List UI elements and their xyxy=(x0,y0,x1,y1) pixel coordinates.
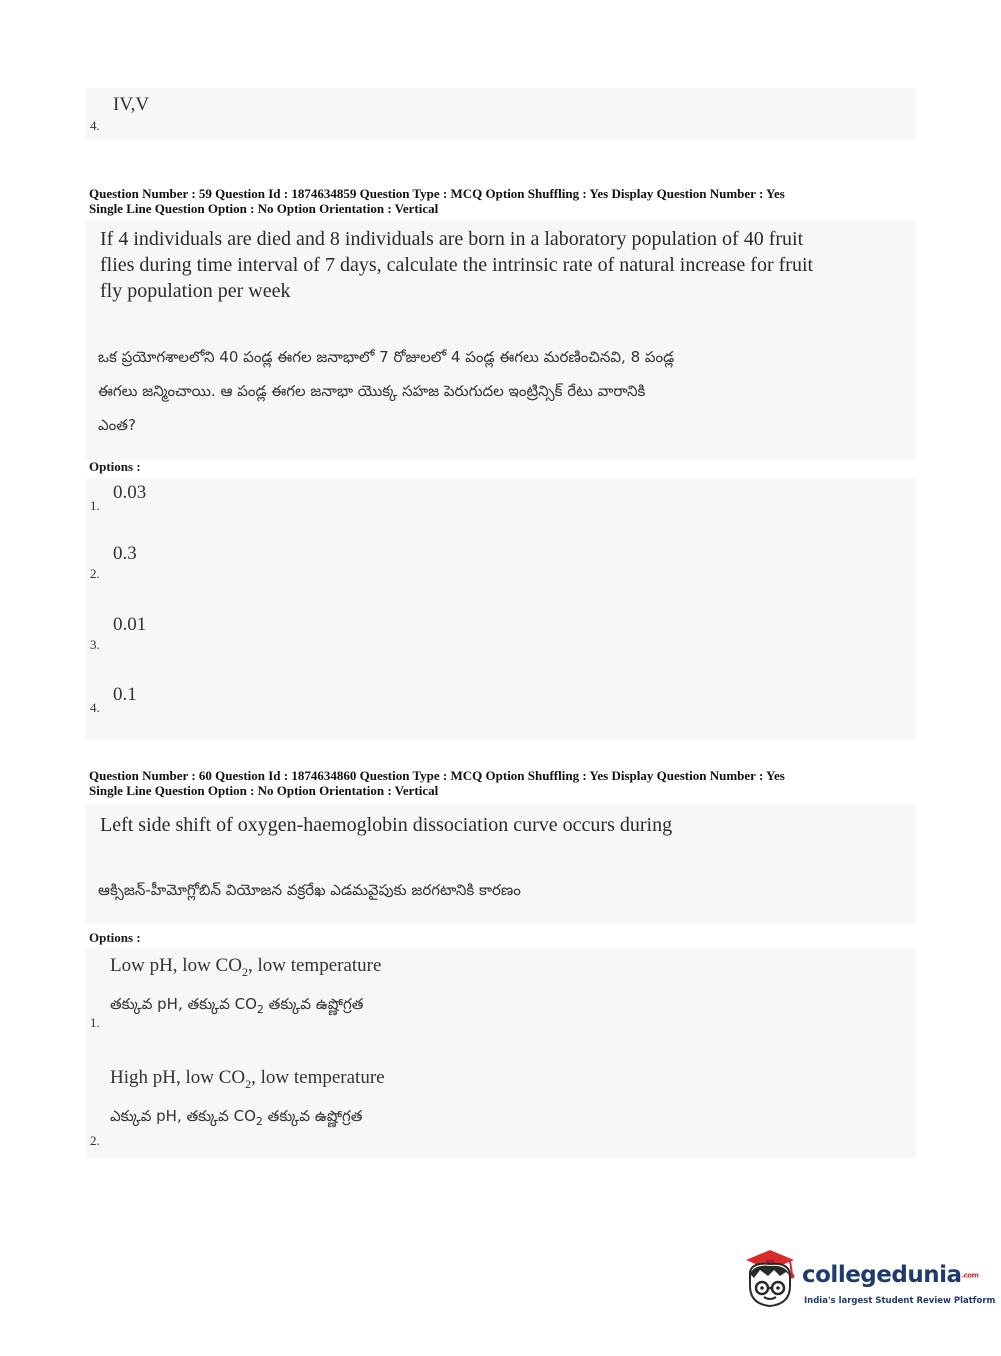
question-59-meta-line1: Question Number : 59 Question Id : 1874634859 Question Type : MCQ Option Shuffling : Yes Display Question Number : Yes xyxy=(89,186,785,201)
option-1-number: 1. xyxy=(90,498,100,513)
options-label: Options : xyxy=(89,459,141,474)
question-60-meta-line2: Single Line Question Option : No Option Orientation : Vertical xyxy=(89,783,439,798)
options-label: Options : xyxy=(89,930,141,945)
option-4-text: 0.1 xyxy=(113,684,137,705)
option-2-number: 2. xyxy=(90,1133,100,1148)
option-3-number: 3. xyxy=(90,637,100,652)
question-59-telugu-line1: ఒక ప్రయోగశాలలోని 40 పండ్ల ఈగల జనాభాలో 7 రోజులలో 4 పండ్ల ఈగలు మరణించినవి, 8 పండ్ల xyxy=(98,348,675,366)
option-1-telugu: తక్కువ pH, తక్కువ $CO_2$ తక్కువ ఉష్ణోగ్రత xyxy=(110,995,364,1016)
option-2-number: 2. xyxy=(90,566,100,581)
option-2-telugu: ఎక్కువ pH, తక్కువ $CO_2$ తక్కువ ఉష్ణోగ్రత xyxy=(110,1107,363,1128)
student-mascot-icon xyxy=(740,1250,798,1312)
scan-block-q59-options xyxy=(86,478,916,740)
option-number: 4. xyxy=(90,118,100,133)
question-59-meta-line2: Single Line Question Option : No Option Orientation : Vertical xyxy=(89,201,439,216)
question-59-telugu-line3: ఎంత? xyxy=(98,416,136,434)
brand-tagline: India's largest Student Review Platform xyxy=(804,1296,996,1306)
option-3-text: 0.01 xyxy=(113,614,147,635)
scan-block-prev-option xyxy=(86,88,916,140)
question-59-english-line3: fly population per week xyxy=(100,280,291,302)
question-59-english-line1: If 4 individuals are died and 8 individuals are born in a laboratory population of 40 fruit xyxy=(100,228,804,250)
option-1-text: 0.03 xyxy=(113,482,147,503)
option-4-number: 4. xyxy=(90,700,100,715)
option-text: IV,V xyxy=(113,94,150,115)
collegedunia-logo[interactable] xyxy=(740,1248,996,1318)
question-60-english: Left side shift of oxygen-haemoglobin dissociation curve occurs during xyxy=(100,814,673,836)
brand-name: collegedunia.com xyxy=(802,1262,979,1288)
question-59-english-line2: flies during time interval of 7 days, calculate the intrinsic rate of natural increase for fruit xyxy=(100,254,814,276)
option-2-text: 0.3 xyxy=(113,543,137,564)
option-1-number: 1. xyxy=(90,1015,100,1030)
question-60-meta-line1: Question Number : 60 Question Id : 1874634860 Question Type : MCQ Option Shuffling : Yes Display Question Number : Yes xyxy=(89,768,785,783)
option-2-english: High pH, low $CO_2$, low temperature xyxy=(110,1067,385,1091)
question-59-telugu-line2: ఈగలు జన్మించాయి. ఆ పండ్ల ఈగల జనాభా యొక్క సహజ పెరుగుదల ఇంట్రిన్సిక్ రేటు వారానికి xyxy=(98,382,646,400)
question-60-telugu: ఆక్సిజన్-హీమోగ్లోబిన్ వియోజన వక్రరేఖ ఎడమవైపుకు జరగటానికి కారణం xyxy=(98,881,521,899)
option-1-english: Low pH, low $CO_2$, low temperature xyxy=(110,955,382,979)
